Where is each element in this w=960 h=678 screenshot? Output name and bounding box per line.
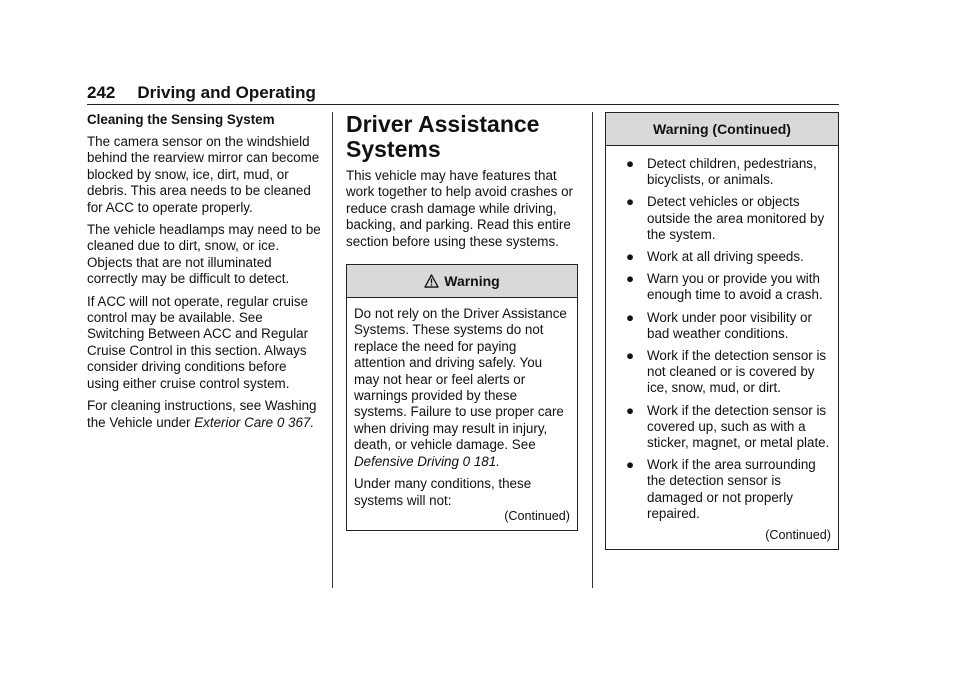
bullet-icon: ● xyxy=(626,309,635,325)
warning-continued-box xyxy=(605,112,839,550)
list-item xyxy=(613,310,831,342)
list-item-text: Work at all driving speeds. xyxy=(647,249,804,265)
column-left xyxy=(87,112,322,437)
bullet-icon: ● xyxy=(626,156,635,171)
bullet-icon: ● xyxy=(626,249,635,265)
bullet-icon: ● xyxy=(626,457,635,473)
column-divider xyxy=(332,112,333,588)
list-item xyxy=(613,403,831,452)
warning-text: Under many conditions, these systems will not: xyxy=(354,476,532,508)
list-item-text: Detect vehicles or objects outside the area monitored by the system. xyxy=(647,194,825,242)
subheading: Cleaning the Sensing System xyxy=(87,112,275,127)
warning-triangle-icon xyxy=(424,274,439,288)
cross-reference-link[interactable]: Exterior Care xyxy=(194,414,274,430)
column-right xyxy=(605,112,839,550)
list-item-text: Work if the detection sensor is not cleaned or is covered by ice, snow, mud, or dirt. xyxy=(647,348,827,396)
list-item-text: Detect children, pedestrians, bicyclists, or animals. xyxy=(647,156,817,188)
intro-paragraph: This vehicle may have features that work together to help avoid crashes or reduce crash damage while driving, backing, and parking. Read this entire section before using these systems. xyxy=(346,168,574,249)
list-item-text: Work under poor visibility or bad weather conditions. xyxy=(647,309,812,341)
continued-label: (Continued) xyxy=(765,528,831,543)
list-item xyxy=(613,457,831,522)
warning-text-body: Do not rely on the Driver Assistance Systems. These systems do not replace the need for paying attention and driving safely. You may not hear or feel alerts or warnings provided by these systems. Failure to use proper care when driving may result in injury, death, or vehicle damage. See xyxy=(354,306,567,453)
section-heading: Driver Assistance Systems xyxy=(346,111,540,162)
bullet-icon: ● xyxy=(626,348,635,364)
warning-heading: Warning xyxy=(444,273,500,290)
list-item xyxy=(613,194,831,243)
page-reference[interactable]: 0 367. xyxy=(276,414,315,430)
list-item xyxy=(613,348,831,397)
list-item xyxy=(613,249,831,265)
continued-label: (Continued) xyxy=(504,508,570,523)
cross-reference-link[interactable]: Defensive Driving xyxy=(354,453,459,469)
warning-list xyxy=(613,156,831,522)
bullet-icon: ● xyxy=(626,194,635,210)
page-reference[interactable]: 0 181. xyxy=(462,453,500,469)
paragraph: The vehicle headlamps may need to be cleaned due to dirt, snow, or ice. Objects that are not illuminated correctly may be difficult to detect. xyxy=(87,222,321,287)
bullet-icon: ● xyxy=(626,271,635,287)
list-item xyxy=(613,271,831,303)
paragraph-text: For cleaning instructions, see Washing the Vehicle under xyxy=(87,398,317,430)
warning-continued-header: Warning (Continued) xyxy=(606,113,838,146)
warning-body xyxy=(347,298,577,530)
bullet-icon: ● xyxy=(626,402,635,418)
paragraph xyxy=(87,398,322,431)
column-middle xyxy=(346,112,578,531)
column-divider xyxy=(592,112,593,588)
paragraph: If ACC will not operate, regular cruise control may be available. See Switching Between ACC and Regular Cruise Control in this section. Always consider driving conditions before using either cruise control system. xyxy=(87,293,309,391)
section-title: Driving and Operating xyxy=(137,83,316,102)
page-header xyxy=(87,82,839,105)
warning-text xyxy=(354,306,570,470)
page-number: 242 xyxy=(87,83,116,102)
list-item-text: Work if the area surrounding the detection sensor is damaged or not properly repaired. xyxy=(647,457,816,521)
list-item-text: Work if the detection sensor is covered up, such as with a sticker, magnet, or metal plate. xyxy=(647,402,830,451)
paragraph: The camera sensor on the windshield behind the rearview mirror can become blocked by snow, ice, dirt, mud, or debris. This area needs to be cleaned for ACC to operate properly. xyxy=(87,134,320,215)
warning-header xyxy=(347,265,577,298)
list-item xyxy=(613,156,831,188)
list-item-text: Warn you or provide you with enough time to avoid a crash. xyxy=(647,271,823,303)
warning-continued-body xyxy=(606,146,838,549)
warning-box xyxy=(346,264,578,531)
